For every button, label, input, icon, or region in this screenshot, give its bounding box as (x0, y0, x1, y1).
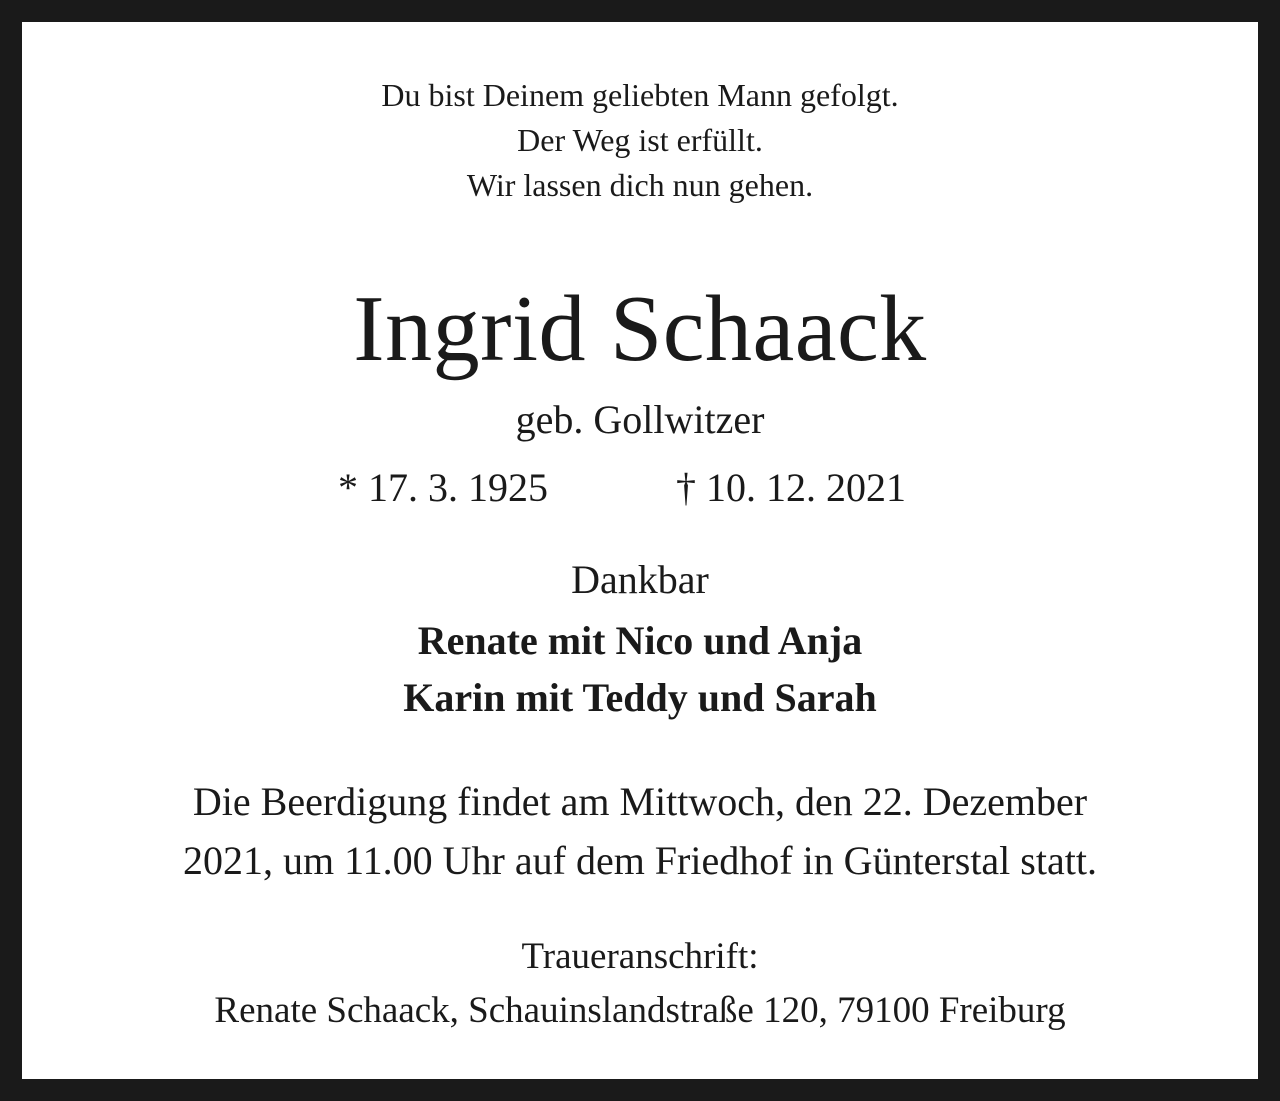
maiden-name: geb. Gollwitzer (515, 397, 765, 442)
birth-date: * 17. 3. 1925 (338, 465, 548, 510)
address-line: Renate Schaack, Schauinslandstraße 120, 79100 Freiburg (214, 990, 1066, 1031)
deceased-name: Ingrid Schaack (353, 277, 927, 381)
funeral-line-2: 2021, um 11.00 Uhr auf dem Friedhof in Günterstal statt. (183, 838, 1097, 883)
address-label: Traueranschrift: (521, 936, 759, 977)
funeral-line-1: Die Beerdigung findet am Mittwoch, den 22. Dezember (192, 779, 1088, 824)
family-line-1: Renate mit Nico und Anja (417, 618, 863, 663)
obituary-notice (22, 22, 1258, 1079)
poem-line-3: Wir lassen dich nun gehen. (466, 167, 814, 203)
death-date: † 10. 12. 2021 (676, 465, 906, 510)
poem-line-1: Du bist Deinem geliebten Mann gefolgt. (381, 77, 899, 113)
thanks-label: Dankbar (571, 557, 709, 602)
poem-line-2: Der Weg ist erfüllt. (517, 122, 763, 158)
family-line-2: Karin mit Teddy und Sarah (403, 675, 877, 720)
